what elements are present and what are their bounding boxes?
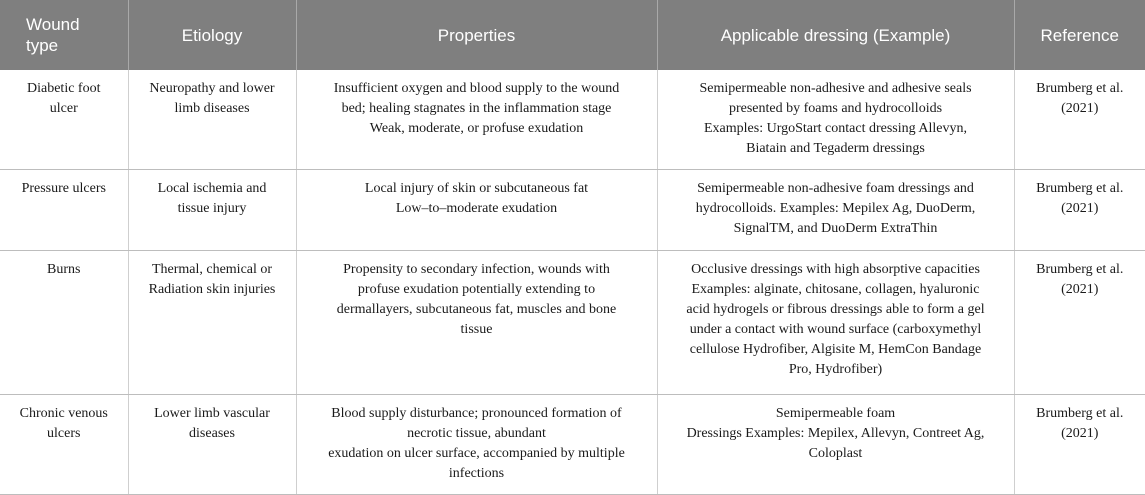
cell-reference: Brumberg et al. (2021) bbox=[1014, 70, 1145, 169]
header-wound-type: Wound type bbox=[0, 0, 128, 70]
header-etiology: Etiology bbox=[128, 0, 296, 70]
table-row bbox=[0, 169, 1145, 250]
table-row bbox=[0, 394, 1145, 494]
cell-wound-type: Pressure ulcers bbox=[0, 169, 128, 250]
cell-etiology: Local ischemia and tissue injury bbox=[128, 169, 296, 250]
cell-dressing: Semipermeable non-adhesive foam dressings and hydrocolloids. Examples: Mepilex Ag, DuoDerm, SignalTM, and DuoDerm ExtraThin bbox=[657, 169, 1014, 250]
cell-etiology: Thermal, chemical or Radiation skin injuries bbox=[128, 250, 296, 394]
cell-properties: Local injury of skin or subcutaneous fat Low–to–moderate exudation bbox=[296, 169, 657, 250]
header-row bbox=[0, 0, 1145, 70]
table-row bbox=[0, 70, 1145, 169]
header-reference: Reference bbox=[1014, 0, 1145, 70]
cell-wound-type: Chronic venous ulcers bbox=[0, 394, 128, 494]
cell-reference: Brumberg et al. (2021) bbox=[1014, 250, 1145, 394]
cell-wound-type: Diabetic foot ulcer bbox=[0, 70, 128, 169]
cell-etiology: Lower limb vascular diseases bbox=[128, 394, 296, 494]
cell-reference: Brumberg et al. (2021) bbox=[1014, 394, 1145, 494]
cell-dressing: Semipermeable foam Dressings Examples: Mepilex, Allevyn, Contreet Ag, Coloplast bbox=[657, 394, 1014, 494]
cell-etiology: Neuropathy and lower limb diseases bbox=[128, 70, 296, 169]
cell-reference: Brumberg et al. (2021) bbox=[1014, 169, 1145, 250]
table-row bbox=[0, 250, 1145, 394]
cell-dressing: Occlusive dressings with high absorptive capacities Examples: alginate, chitosane, collagen, hyaluronic acid hydrogels or fibrous dressings able to form a gel under a contact with wound surface (carboxymethyl cellulose Hydrofiber, Algisite M, HemCon Bandage Pro, Hydrofiber) bbox=[657, 250, 1014, 394]
header-dressing: Applicable dressing (Example) bbox=[657, 0, 1014, 70]
cell-properties: Propensity to secondary infection, wounds with profuse exudation potentially extending to dermallayers, subcutaneous fat, muscles and bone tissue bbox=[296, 250, 657, 394]
cell-properties: Blood supply disturbance; pronounced formation of necrotic tissue, abundant exudation on ulcer surface, accompanied by multiple infections bbox=[296, 394, 657, 494]
cell-properties: Insufficient oxygen and blood supply to the wound bed; healing stagnates in the inflammation stage Weak, moderate, or profuse exudation bbox=[296, 70, 657, 169]
header-properties: Properties bbox=[296, 0, 657, 70]
cell-wound-type: Burns bbox=[0, 250, 128, 394]
cell-dressing: Semipermeable non-adhesive and adhesive seals presented by foams and hydrocolloids Examples: UrgoStart contact dressing Allevyn, Biatain and Tegaderm dressings bbox=[657, 70, 1014, 169]
